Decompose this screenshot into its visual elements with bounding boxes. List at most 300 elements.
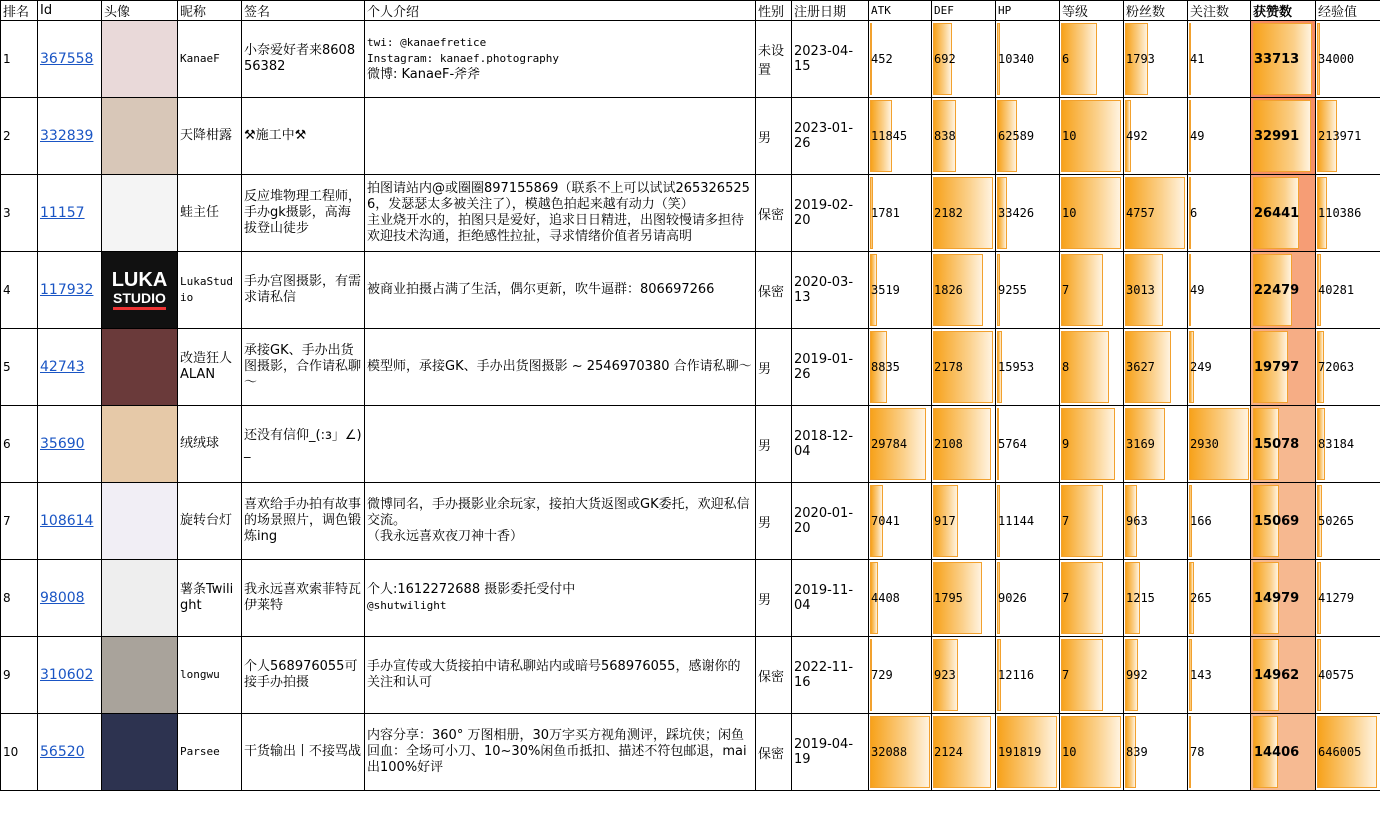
hp-value: 9026 — [998, 590, 1027, 605]
header-def: DEF — [932, 1, 996, 21]
gender-cell: 男 — [756, 483, 792, 560]
level-cell — [1060, 483, 1124, 560]
follow-value: 78 — [1190, 744, 1205, 759]
bio-cell — [365, 175, 756, 252]
atk-value: 32088 — [871, 744, 908, 759]
exp-cell — [1316, 714, 1380, 791]
nickname-cell: 蛙主任 — [178, 175, 242, 252]
table-row — [1, 637, 1380, 714]
likes-cell — [1251, 98, 1316, 175]
hp-cell — [996, 329, 1060, 406]
grey-cat-avatar — [102, 637, 177, 713]
fans-value: 839 — [1126, 744, 1148, 759]
def-cell — [932, 98, 996, 175]
fans-cell — [1124, 329, 1188, 406]
hp-value: 10340 — [998, 51, 1035, 66]
atk-cell — [869, 560, 932, 637]
avatar-logo-text: STUDIO — [113, 289, 166, 310]
avatar-cell — [102, 714, 178, 791]
follow-cell — [1188, 483, 1251, 560]
follow-cell — [1188, 714, 1251, 791]
bio-cell — [365, 21, 756, 98]
figure-with-red-car-avatar — [102, 98, 177, 174]
header-signature: 签名 — [242, 1, 365, 21]
id-cell — [38, 406, 102, 483]
id-cell — [38, 98, 102, 175]
table-row — [1, 329, 1380, 406]
shrine-maiden-chibi-avatar — [102, 406, 177, 482]
atk-value: 29784 — [871, 436, 908, 451]
level-cell — [1060, 560, 1124, 637]
fans-value: 963 — [1126, 513, 1148, 528]
user-id-link[interactable]: 98008 — [40, 590, 85, 606]
table-row — [1, 560, 1380, 637]
atk-value: 1781 — [871, 205, 900, 220]
exp-value: 110386 — [1318, 205, 1362, 220]
def-cell — [932, 406, 996, 483]
exp-cell — [1316, 98, 1380, 175]
level-cell — [1060, 98, 1124, 175]
likes-cell — [1251, 714, 1316, 791]
hp-value: 9255 — [998, 282, 1027, 297]
rank-cell: 4 — [1, 252, 38, 329]
likes-cell — [1251, 637, 1316, 714]
signature-cell: 干货输出丨不接骂战 — [242, 714, 365, 791]
follow-value: 249 — [1190, 359, 1212, 374]
purple-hair-chibi-avatar — [102, 483, 177, 559]
header-atk: ATK — [869, 1, 932, 21]
atk-cell — [869, 21, 932, 98]
def-cell — [932, 714, 996, 791]
def-cell — [932, 329, 996, 406]
follow-cell — [1188, 252, 1251, 329]
likes-value: 19797 — [1254, 359, 1300, 375]
date-cell: 2019-02-20 — [792, 175, 869, 252]
likes-cell — [1251, 329, 1316, 406]
hp-cell — [996, 175, 1060, 252]
date-cell: 2020-01-20 — [792, 483, 869, 560]
exp-cell — [1316, 329, 1380, 406]
fans-value: 1215 — [1126, 590, 1155, 605]
bio-cell — [365, 637, 756, 714]
hp-cell — [996, 98, 1060, 175]
bio-line: 微博同名，手办摄影业余玩家，接拍大货返图或GK委托，欢迎私信交流。 — [367, 497, 750, 528]
user-id-link[interactable]: 367558 — [40, 51, 94, 67]
atk-value: 4408 — [871, 590, 900, 605]
date-cell: 2019-11-04 — [792, 560, 869, 637]
bio-line: Instagram: kanaef.photography — [367, 52, 560, 65]
fans-value: 3627 — [1126, 359, 1155, 374]
rank-cell: 3 — [1, 175, 38, 252]
header-likes: 获赞数 — [1251, 1, 1316, 21]
follow-value: 143 — [1190, 667, 1212, 682]
likes-cell — [1251, 483, 1316, 560]
signature-cell: 小奈爱好者来860856382 — [242, 21, 365, 98]
bio-line: 微博: KanaeF-斧斧 — [367, 67, 481, 82]
follow-value: 265 — [1190, 590, 1212, 605]
user-id-link[interactable]: 310602 — [40, 667, 94, 683]
avatar-cell — [102, 483, 178, 560]
avatar-cell — [102, 175, 178, 252]
exp-cell — [1316, 21, 1380, 98]
date-cell: 2023-01-26 — [792, 98, 869, 175]
level-value: 8 — [1062, 359, 1070, 374]
def-cell — [932, 175, 996, 252]
likes-cell — [1251, 560, 1316, 637]
likes-value: 32991 — [1254, 128, 1300, 144]
signature-cell: 反应堆物理工程师，手办gk摄影，高海拔登山徒步 — [242, 175, 365, 252]
id-cell — [38, 560, 102, 637]
table-row — [1, 406, 1380, 483]
hp-cell — [996, 637, 1060, 714]
table-row — [1, 714, 1380, 791]
level-value: 9 — [1062, 436, 1070, 451]
rank-cell: 10 — [1, 714, 38, 791]
hp-cell — [996, 714, 1060, 791]
atk-value: 452 — [871, 51, 893, 66]
atk-value: 729 — [871, 667, 893, 682]
avatar-cell — [102, 252, 178, 329]
likes-value: 26441 — [1254, 205, 1300, 221]
header-follow: 关注数 — [1188, 1, 1251, 21]
date-cell: 2019-01-26 — [792, 329, 869, 406]
follow-value: 49 — [1190, 282, 1205, 297]
date-cell: 2023-04-15 — [792, 21, 869, 98]
follow-value: 49 — [1190, 128, 1205, 143]
likes-value: 14406 — [1254, 744, 1300, 760]
rank-cell: 8 — [1, 560, 38, 637]
follow-cell — [1188, 98, 1251, 175]
signature-cell: 还没有信仰_(:з」∠)_ — [242, 406, 365, 483]
def-value: 2108 — [934, 436, 963, 451]
atk-cell — [869, 329, 932, 406]
hp-value: 11144 — [998, 513, 1035, 528]
fans-value: 992 — [1126, 667, 1148, 682]
id-cell — [38, 637, 102, 714]
bio-line: twi: @kanaefretice — [367, 36, 487, 49]
atk-value: 8835 — [871, 359, 900, 374]
follow-cell — [1188, 329, 1251, 406]
date-cell: 2019-04-19 — [792, 714, 869, 791]
exp-cell — [1316, 637, 1380, 714]
hp-value: 5764 — [998, 436, 1027, 451]
signature-cell: 喜欢给手办拍有故事的场景照片，调色锻炼ing — [242, 483, 365, 560]
fans-cell — [1124, 714, 1188, 791]
bio-cell — [365, 329, 756, 406]
follow-cell — [1188, 175, 1251, 252]
hp-cell — [996, 252, 1060, 329]
avatar-logo-text: LUKA — [111, 268, 168, 291]
hp-cell — [996, 406, 1060, 483]
fans-value: 492 — [1126, 128, 1148, 143]
bio-line: 被商业拍摄占满了生活，偶尔更新，吹牛逼群：806697266 — [367, 282, 715, 297]
level-value: 7 — [1062, 667, 1070, 682]
hp-cell — [996, 560, 1060, 637]
likes-value: 14979 — [1254, 590, 1300, 606]
header-rank: 排名 — [1, 1, 38, 21]
bio-line: （我永远喜欢夜刀神十香） — [367, 529, 524, 544]
nickname-cell: LukaStudio — [178, 252, 242, 329]
dark-figure-avatar — [102, 714, 177, 790]
gender-cell: 男 — [756, 98, 792, 175]
header-date: 注册日期 — [792, 1, 869, 21]
user-id-link[interactable]: 108614 — [40, 513, 94, 529]
rank-cell: 7 — [1, 483, 38, 560]
def-cell — [932, 252, 996, 329]
header-bio: 个人介绍 — [365, 1, 756, 21]
nickname-cell: Parsee — [178, 714, 242, 791]
level-value: 7 — [1062, 590, 1070, 605]
fans-value: 1793 — [1126, 51, 1155, 66]
header-exp: 经验值 — [1316, 1, 1380, 21]
def-value: 917 — [934, 513, 956, 528]
avatar-cell — [102, 98, 178, 175]
fans-value: 4757 — [1126, 205, 1155, 220]
fans-cell — [1124, 483, 1188, 560]
fans-cell — [1124, 175, 1188, 252]
exp-cell — [1316, 483, 1380, 560]
def-value: 692 — [934, 51, 956, 66]
hp-value: 12116 — [998, 667, 1035, 682]
signature-cell: 我永远喜欢索菲特瓦伊莱特 — [242, 560, 365, 637]
gender-cell: 保密 — [756, 714, 792, 791]
exp-value: 72063 — [1318, 359, 1355, 374]
hp-value: 15953 — [998, 359, 1035, 374]
likes-value: 15069 — [1254, 513, 1300, 529]
id-cell — [38, 714, 102, 791]
white-hair-figure-avatar — [102, 21, 177, 97]
fans-cell — [1124, 252, 1188, 329]
atk-cell — [869, 98, 932, 175]
follow-value: 41 — [1190, 51, 1205, 66]
signature-cell: 个人568976055可接手办拍摄 — [242, 637, 365, 714]
level-cell — [1060, 21, 1124, 98]
bio-line: 欢迎技术沟通，拒绝感性拉扯，寻求情绪价值者另请高明 — [367, 229, 693, 244]
def-value: 1826 — [934, 282, 963, 297]
level-cell — [1060, 637, 1124, 714]
luka-studio-logo-avatar — [102, 252, 177, 328]
hp-value: 62589 — [998, 128, 1035, 143]
follow-value: 166 — [1190, 513, 1212, 528]
fans-cell — [1124, 406, 1188, 483]
likes-value: 33713 — [1254, 51, 1300, 67]
exp-value: 213971 — [1318, 128, 1362, 143]
def-cell — [932, 560, 996, 637]
likes-value: 15078 — [1254, 436, 1300, 452]
def-value: 2182 — [934, 205, 963, 220]
level-cell — [1060, 329, 1124, 406]
hp-cell — [996, 483, 1060, 560]
level-cell — [1060, 252, 1124, 329]
def-cell — [932, 483, 996, 560]
header-hp: HP — [996, 1, 1060, 21]
follow-value: 6 — [1190, 205, 1198, 220]
def-value: 1795 — [934, 590, 963, 605]
bio-cell — [365, 714, 756, 791]
hp-value: 33426 — [998, 205, 1035, 220]
rank-cell: 9 — [1, 637, 38, 714]
avatar-cell — [102, 637, 178, 714]
nickname-cell: 天降柑露 — [178, 98, 242, 175]
table-row — [1, 252, 1380, 329]
level-bar — [1061, 408, 1115, 480]
table-row — [1, 175, 1380, 252]
hp-cell — [996, 21, 1060, 98]
level-value: 7 — [1062, 282, 1070, 297]
exp-cell — [1316, 252, 1380, 329]
avatar-cell — [102, 329, 178, 406]
likes-cell — [1251, 406, 1316, 483]
exp-value: 646005 — [1318, 744, 1362, 759]
nickname-cell: longwu — [178, 637, 242, 714]
bio-line: 拍图请站内@或圈圈897155869（联系不上可以试试2653265256，发瑟瑟太多被关注了），模越色拍起来越有动力（笑） — [367, 181, 750, 212]
likes-value: 22479 — [1254, 282, 1300, 298]
user-id-link[interactable]: 56520 — [40, 744, 85, 760]
user-id-link[interactable]: 35690 — [40, 436, 85, 452]
avatar-cell — [102, 560, 178, 637]
rank-cell: 2 — [1, 98, 38, 175]
nickname-cell: KanaeF — [178, 21, 242, 98]
def-value: 2178 — [934, 359, 963, 374]
id-cell — [38, 483, 102, 560]
avatar-cell — [102, 406, 178, 483]
rank-cell: 5 — [1, 329, 38, 406]
signature-cell: 手办宫图摄影，有需求请私信 — [242, 252, 365, 329]
def-value: 923 — [934, 667, 956, 682]
user-id-link[interactable]: 11157 — [40, 205, 85, 221]
fans-cell — [1124, 560, 1188, 637]
bio-cell — [365, 560, 756, 637]
gender-cell: 男 — [756, 329, 792, 406]
exp-value: 40575 — [1318, 667, 1355, 682]
level-value: 10 — [1062, 744, 1077, 759]
level-cell — [1060, 175, 1124, 252]
gender-cell: 保密 — [756, 637, 792, 714]
level-value: 10 — [1062, 128, 1077, 143]
atk-cell — [869, 714, 932, 791]
header-fans: 粉丝数 — [1124, 1, 1188, 21]
nickname-cell: 改造狂人ALAN — [178, 329, 242, 406]
bio-line: 个人:1612272688 摄影委托受付中 — [367, 582, 576, 597]
rank-cell: 6 — [1, 406, 38, 483]
level-value: 7 — [1062, 513, 1070, 528]
user-id-link[interactable]: 42743 — [40, 359, 85, 375]
bio-line: 手办宣传或大货接拍中请私聊站内或暗号568976055，感谢你的关注和认可 — [367, 659, 741, 690]
level-cell — [1060, 714, 1124, 791]
exp-value: 40281 — [1318, 282, 1355, 297]
fans-cell — [1124, 637, 1188, 714]
likes-value: 14962 — [1254, 667, 1300, 683]
fans-cell — [1124, 98, 1188, 175]
atk-value: 3519 — [871, 282, 900, 297]
table-row — [1, 483, 1380, 560]
likes-cell — [1251, 175, 1316, 252]
level-cell — [1060, 406, 1124, 483]
exp-cell — [1316, 560, 1380, 637]
level-value: 10 — [1062, 205, 1077, 220]
likes-cell — [1251, 252, 1316, 329]
header-avatar: 头像 — [102, 1, 178, 21]
atk-cell — [869, 637, 932, 714]
header-id: Id — [38, 1, 102, 21]
exp-value: 41279 — [1318, 590, 1355, 605]
gender-cell: 未设置 — [756, 21, 792, 98]
likes-cell — [1251, 21, 1316, 98]
bio-cell — [365, 483, 756, 560]
bio-cell — [365, 406, 756, 483]
bio-line: 主业烧开水的，拍图只是爱好，追求日日精进，出图较慢请多担待 — [367, 213, 745, 228]
id-cell — [38, 252, 102, 329]
fans-cell — [1124, 21, 1188, 98]
def-value: 2124 — [934, 744, 963, 759]
nickname-cell: 旋转台灯 — [178, 483, 242, 560]
table-row — [1, 21, 1380, 98]
header-nickname: 昵称 — [178, 1, 242, 21]
follow-cell — [1188, 637, 1251, 714]
exp-value: 83184 — [1318, 436, 1355, 451]
gender-cell: 男 — [756, 560, 792, 637]
nickname-cell: 薯条Twilight — [178, 560, 242, 637]
date-cell: 2018-12-04 — [792, 406, 869, 483]
fans-value: 3169 — [1126, 436, 1155, 451]
signature-cell: ⚒施工中⚒ — [242, 98, 365, 175]
date-cell: 2022-11-16 — [792, 637, 869, 714]
atk-value: 11845 — [871, 128, 908, 143]
gender-cell: 保密 — [756, 175, 792, 252]
exp-value: 50265 — [1318, 513, 1355, 528]
def-value: 838 — [934, 128, 956, 143]
atk-cell — [869, 483, 932, 560]
date-cell: 2020-03-13 — [792, 252, 869, 329]
header-level: 等级 — [1060, 1, 1124, 21]
id-cell — [38, 329, 102, 406]
level-value: 6 — [1062, 51, 1070, 66]
bio-line: 模型师，承接GK、手办出货图摄影 ~ 2546970380 合作请私聊～ — [367, 359, 752, 374]
hp-value: 191819 — [998, 744, 1042, 759]
bio-cell — [365, 98, 756, 175]
follow-cell — [1188, 406, 1251, 483]
exp-cell — [1316, 175, 1380, 252]
signature-cell: 承接GK、手办出货图摄影，合作请私聊～ — [242, 329, 365, 406]
def-cell — [932, 637, 996, 714]
atk-value: 7041 — [871, 513, 900, 528]
user-id-link[interactable]: 332839 — [40, 128, 94, 144]
fans-value: 3013 — [1126, 282, 1155, 297]
cartoon-photographer-avatar — [102, 175, 177, 251]
avatar-cell — [102, 21, 178, 98]
bio-line: @shutwilight — [367, 599, 447, 612]
bio-line: 内容分享：360° 万图相册，30万字买方视角测评，踩坑侠；闲鱼回血：全场可小刀、10~30%闲鱼币抵扣、描述不符包邮退，mai出100%好评 — [367, 728, 747, 775]
id-cell — [38, 175, 102, 252]
exp-cell — [1316, 406, 1380, 483]
rank-cell: 1 — [1, 21, 38, 98]
bio-cell — [365, 252, 756, 329]
id-cell — [38, 21, 102, 98]
follow-cell — [1188, 21, 1251, 98]
follow-cell — [1188, 560, 1251, 637]
atk-cell — [869, 175, 932, 252]
red-dress-figure-avatar — [102, 329, 177, 405]
nickname-cell: 绒绒球 — [178, 406, 242, 483]
atk-cell — [869, 252, 932, 329]
table-row — [1, 98, 1380, 175]
def-cell — [932, 21, 996, 98]
follow-value: 2930 — [1190, 436, 1219, 451]
header-row — [1, 1, 1380, 21]
silver-hair-chibi-avatar — [102, 560, 177, 636]
atk-cell — [869, 406, 932, 483]
user-id-link[interactable]: 117932 — [40, 282, 94, 298]
